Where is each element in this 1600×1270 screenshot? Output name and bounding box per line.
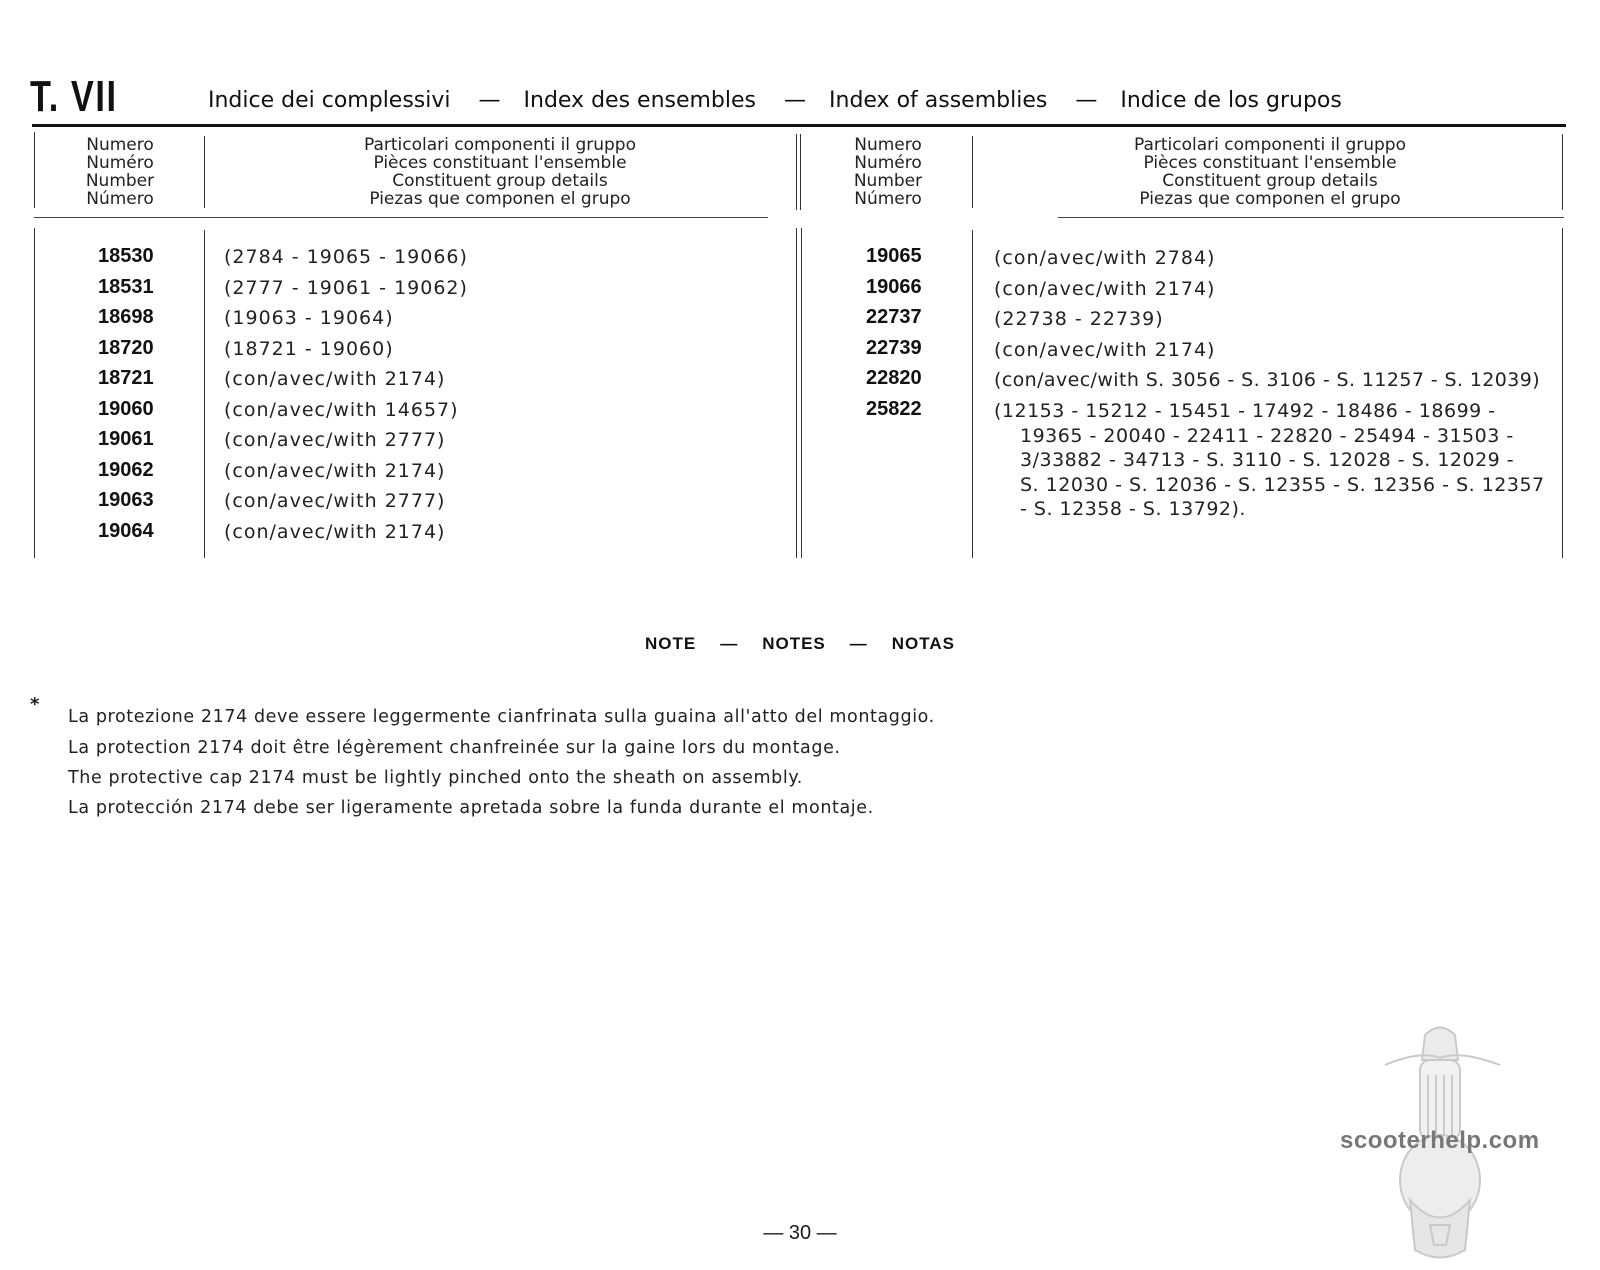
row-number: 22820 — [866, 367, 922, 389]
note-line-spanish: La protección 2174 debe ser ligeramente apretada sobre la funda durante el montaje. — [68, 798, 874, 818]
head-line: Numero — [86, 135, 154, 155]
row-number: 22737 — [866, 306, 922, 328]
title-spanish: Indice de los grupos — [1120, 88, 1342, 113]
page-number: — 30 — — [763, 1222, 837, 1244]
row-number: 19066 — [866, 276, 922, 298]
details-line: (12153 - 15212 - 15451 - 17492 - 18486 - 18699 - — [994, 400, 1496, 422]
row-number: 19060 — [98, 398, 154, 420]
row-details: (19063 - 19064) — [224, 307, 394, 329]
row-number: 18531 — [98, 276, 154, 298]
row-details: (con/avec/with 2777) — [224, 429, 446, 451]
table-divider — [800, 134, 801, 210]
row-details: (con/avec/with 2777) — [224, 490, 446, 512]
head-line: Constituent group details — [392, 171, 608, 191]
table-divider — [972, 230, 973, 558]
row-details: (con/avec/with 2174) — [994, 278, 1216, 300]
table-code: T. VII — [30, 72, 118, 121]
head-rule — [34, 217, 768, 218]
head-line: Número — [854, 189, 922, 209]
note-marker: * — [30, 694, 40, 715]
table-border — [34, 228, 35, 558]
row-number: 18721 — [98, 367, 154, 389]
notes-title-part: NOTAS — [891, 634, 956, 653]
head-line: Numero — [854, 135, 922, 155]
row-number: 19065 — [866, 245, 922, 267]
row-details: (18721 - 19060) — [224, 338, 394, 360]
row-number: 18698 — [98, 306, 154, 328]
note-line-italian: La protezione 2174 deve essere leggermente cianfrinata sulla guaina all'atto del montaggio. — [68, 707, 935, 727]
table-border — [1562, 134, 1563, 210]
right-details-head — [980, 136, 1560, 208]
row-number: 19064 — [98, 520, 154, 542]
right-number-head — [808, 136, 968, 208]
row-details: (con/avec/with 2784) — [994, 247, 1216, 269]
row-details: (con/avec/with 2174) — [224, 460, 446, 482]
head-line: Number — [853, 171, 923, 191]
head-line: Piezas que componen el grupo — [369, 189, 631, 209]
page-title — [208, 88, 1358, 113]
row-details: (con/avec/with 2174) — [994, 339, 1216, 361]
row-details: (2777 - 19061 - 19062) — [224, 277, 468, 299]
table-border — [34, 132, 35, 208]
note-line-english: The protective cap 2174 must be lightly pinched onto the sheath on assembly. — [68, 768, 803, 788]
row-number: 19061 — [98, 428, 154, 450]
title-french: Index des ensembles — [523, 88, 757, 113]
title-separator: — — [1075, 88, 1098, 113]
row-details — [994, 399, 1554, 522]
table-divider — [204, 230, 205, 558]
table-divider — [796, 134, 797, 210]
row-number: 18720 — [98, 337, 154, 359]
table-divider — [204, 136, 205, 208]
row-details: (con/avec/with 2174) — [224, 521, 446, 543]
notes-title-part: NOTE — [644, 634, 697, 653]
row-details: (con/avec/with 14657) — [224, 399, 459, 421]
table-divider — [796, 228, 797, 558]
details-line: 3/33882 - 34713 - S. 3110 - S. 12028 - S. 12029 - — [1020, 449, 1515, 471]
head-line: Particolari componenti il gruppo — [364, 135, 636, 155]
title-separator: — — [478, 88, 501, 113]
head-line: Pièces constituant l'ensemble — [373, 153, 627, 173]
table-divider — [801, 228, 802, 558]
title-italian: Indice dei complessivi — [208, 88, 451, 113]
table-border — [1562, 228, 1563, 558]
note-line-french: La protection 2174 doit être légèrement chanfreinée sur la gaine lors du montage. — [68, 738, 841, 758]
head-line: Constituent group details — [1162, 171, 1378, 191]
row-number: 18530 — [98, 245, 154, 267]
notes-title-part: — — [720, 634, 739, 653]
head-line: Número — [86, 189, 154, 209]
row-number: 25822 — [866, 398, 922, 420]
table-divider — [972, 136, 973, 208]
details-line: - S. 12358 - S. 13792). — [1020, 498, 1246, 520]
head-line: Particolari componenti il gruppo — [1134, 135, 1406, 155]
row-number: 19062 — [98, 459, 154, 481]
head-line: Numéro — [854, 153, 922, 173]
details-line: 19365 - 20040 - 22411 - 22820 - 25494 - 31503 - — [1020, 424, 1514, 447]
row-details: (22738 - 22739) — [994, 308, 1164, 330]
notes-title-part: NOTES — [762, 634, 826, 653]
head-line: Pièces constituant l'ensemble — [1143, 153, 1397, 173]
row-details: (con/avec/with S. 3056 - S. 3106 - S. 11257 - S. 12039) — [994, 369, 1541, 391]
watermark: scooterhelp.com — [1340, 1127, 1540, 1154]
row-number: 22739 — [866, 337, 922, 359]
title-english: Index of assemblies — [829, 88, 1048, 113]
left-number-head — [40, 136, 200, 208]
row-details: (con/avec/with 2174) — [224, 368, 446, 390]
notes-title — [0, 634, 1600, 654]
head-line: Numéro — [86, 153, 154, 173]
head-line: Piezas que componen el grupo — [1139, 189, 1401, 209]
details-line: S. 12030 - S. 12036 - S. 12355 - S. 12356 - S. 12357 — [1020, 473, 1545, 496]
notes-title-part: — — [849, 634, 868, 653]
row-number: 19063 — [98, 489, 154, 511]
left-details-head — [210, 136, 790, 208]
head-rule — [1058, 217, 1564, 218]
row-details: (2784 - 19065 - 19066) — [224, 246, 468, 268]
title-separator: — — [784, 88, 807, 113]
head-line: Number — [85, 171, 155, 191]
header-rule — [32, 124, 1566, 127]
